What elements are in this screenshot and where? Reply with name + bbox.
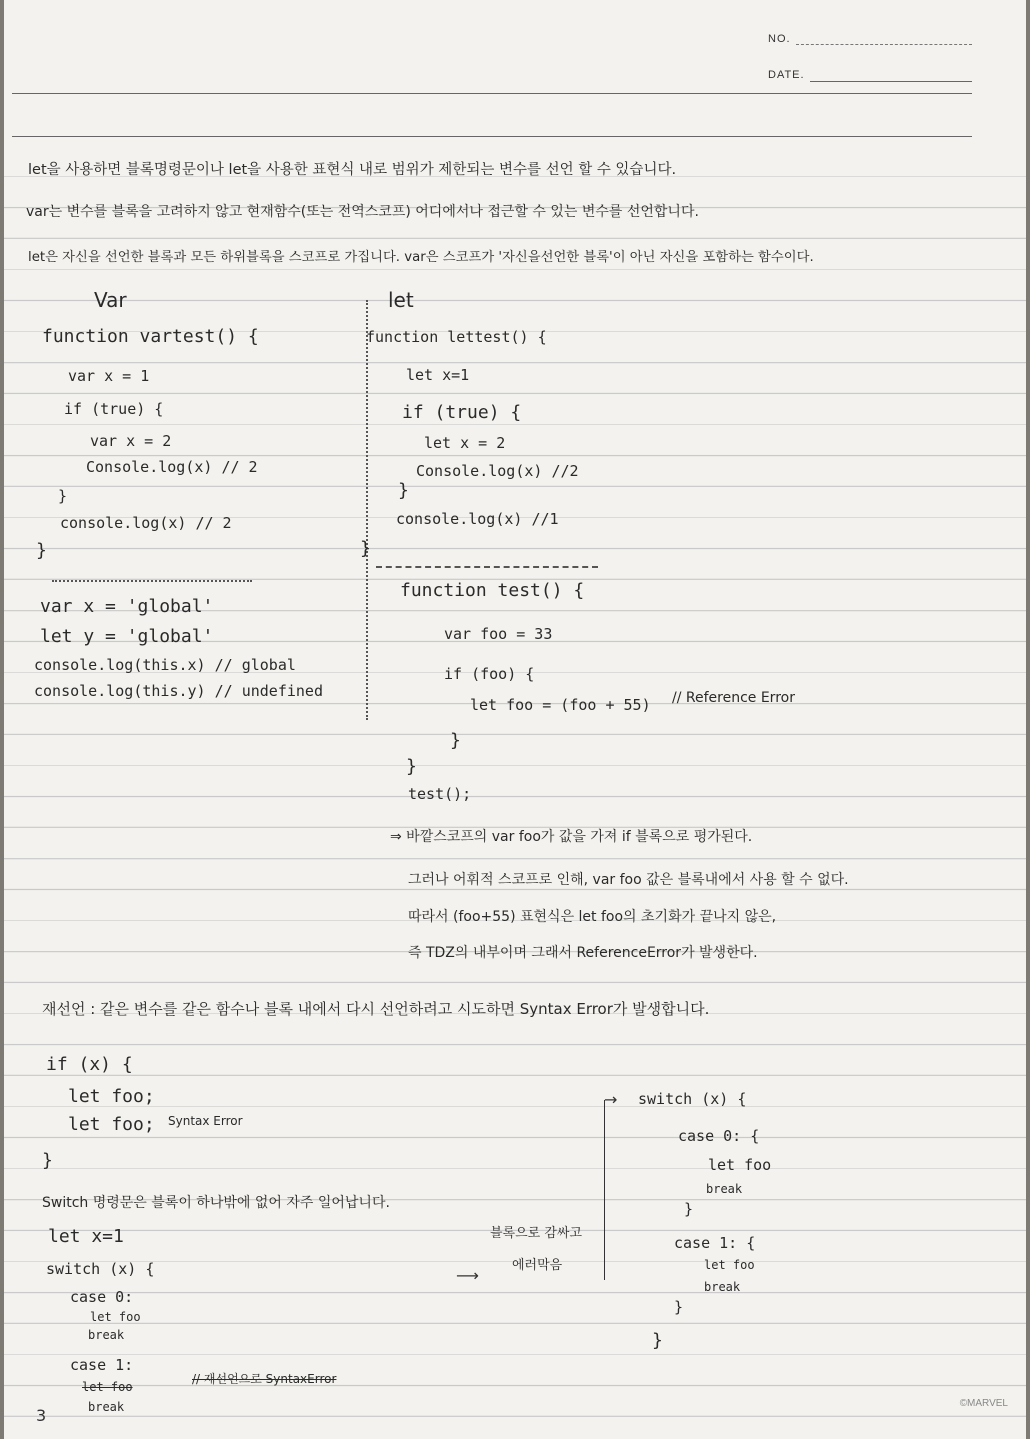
redeclare-code-line: let foo; (68, 1086, 155, 1107)
fixed-code-line: break (706, 1182, 743, 1196)
redeclare-code-line: } (42, 1150, 53, 1171)
header-rule (12, 93, 972, 94)
redeclare-code-line: if (x) { (46, 1054, 133, 1075)
test-code-line: test(); (408, 785, 472, 803)
date-label: DATE. (768, 69, 805, 81)
redeclare-title: 재선언 : 같은 변수를 같은 함수나 블록 내에서 다시 선언하려고 시도하면 Syntax Error가 발생합니다. (42, 1000, 710, 1018)
fixed-code-line: case 1: { (674, 1234, 756, 1252)
let-code-line: Console.log(x) //2 (416, 462, 579, 480)
fixed-code-line: case 0: { (678, 1127, 760, 1145)
no-line (796, 44, 972, 45)
brand-mark: ©MARVEL (959, 1398, 1008, 1409)
var-code-line: } (58, 487, 68, 505)
switch-code-line: let foo (90, 1310, 141, 1324)
switch-code-line: switch (x) { (46, 1260, 155, 1278)
test-code-line: let foo = (foo + 55) (470, 696, 651, 714)
notebook-page (4, 0, 1026, 1439)
page-number: 3 (36, 1406, 47, 1425)
var-global-line: console.log(this.y) // undefined (34, 682, 323, 700)
switch-note: Switch 명령문은 블록이 하나밖에 없어 자주 일어납니다. (42, 1195, 390, 1211)
var-code-line: var x = 2 (90, 432, 172, 450)
let-code-line: console.log(x) //1 (396, 510, 559, 528)
let-code-line: } (360, 538, 371, 559)
var-global-line: console.log(this.x) // global (34, 656, 296, 674)
redeclare-code-line: let foo; (68, 1114, 155, 1135)
switch-code-line: break (88, 1400, 125, 1414)
arrow-icon: ⟶ (456, 1266, 479, 1285)
var-code-line: function vartest() { (42, 326, 259, 347)
var-code-line: } (36, 540, 47, 561)
explanation-line: ⇒ 바깥스코프의 var foo가 값을 가져 if 블록으로 평가된다. (390, 829, 753, 845)
var-code-line: Console.log(x) // 2 (86, 458, 258, 476)
fixed-code-line: break (704, 1280, 741, 1294)
intro-line-1: let을 사용하면 블록명령문이나 let을 사용한 표현식 내로 범위가 제한되는 변수를 선언 할 수 있습니다. (28, 162, 677, 178)
var-code-line: console.log(x) // 2 (60, 514, 232, 532)
explanation-line: 그러나 어휘적 스코프로 인해, var foo 값은 블록내에서 사용 할 수 없다. (408, 872, 849, 888)
header-rule-2 (12, 136, 972, 137)
let-heading: let (388, 288, 414, 312)
let-code-line: if (true) { (402, 402, 522, 423)
let-code-line: } (398, 480, 409, 501)
let-code-line: let x = 2 (424, 434, 506, 452)
fixed-code-line: let foo (704, 1258, 755, 1272)
let-code-line: function lettest() { (366, 328, 547, 346)
test-code-line: if (foo) { (444, 665, 535, 683)
switch-code-line: break (88, 1328, 125, 1342)
fixed-code-line: } (674, 1298, 684, 1316)
test-code-line: } (450, 730, 461, 751)
var-global-line: let y = 'global' (40, 626, 214, 647)
let-dashed-separator (376, 566, 598, 568)
fixed-code-line: } (684, 1200, 694, 1218)
var-dotted-separator (52, 580, 252, 582)
switch-code-line: case 0: (70, 1288, 134, 1306)
header-band (4, 0, 1026, 146)
test-error-comment: // Reference Error (672, 690, 795, 706)
var-code-line: if (true) { (64, 400, 164, 418)
no-label: NO. (768, 33, 791, 45)
explanation-line: 따라서 (foo+55) 표현식은 let foo의 초기화가 끝나지 않은, (408, 909, 777, 925)
switch-code-line: let x=1 (48, 1226, 124, 1247)
test-code-line: } (406, 756, 417, 777)
connector-line (604, 1100, 605, 1280)
switch-code-line: let foo (82, 1380, 133, 1394)
let-code-line: let x=1 (406, 366, 470, 384)
var-global-line: var x = 'global' (40, 596, 214, 617)
fixed-code-line: } (652, 1330, 663, 1351)
note-line: 에러막음 (512, 1258, 563, 1273)
var-heading: Var (94, 288, 127, 312)
redeclare-syntax-comment: // 재선언으로 SyntaxError (192, 1372, 337, 1386)
test-code-line: var foo = 33 (444, 625, 553, 643)
column-divider (366, 300, 368, 720)
var-code-line: var x = 1 (68, 367, 150, 385)
fixed-code-line: switch (x) { (638, 1090, 747, 1108)
switch-code-line: case 1: (70, 1356, 134, 1374)
arrow-right-icon: → (604, 1090, 618, 1109)
syntax-error-note: Syntax Error (168, 1114, 243, 1128)
date-line (810, 81, 972, 82)
note-line: 블록으로 감싸고 (490, 1226, 583, 1241)
test-code-line: function test() { (400, 580, 585, 601)
intro-line-3: let은 자신을 선언한 블록과 모든 하위블록을 스코프로 가집니다. var은 스코프가 '자신을선언한 블록'이 아닌 자신을 포함하는 함수이다. (28, 250, 814, 265)
fixed-code-line: let foo (708, 1156, 772, 1174)
intro-line-2: var는 변수를 블록을 고려하지 않고 현재함수(또는 전역스코프) 어디에서나 접근할 수 있는 변수를 선언합니다. (26, 204, 699, 220)
explanation-line: 즉 TDZ의 내부이며 그래서 ReferenceError가 발생한다. (408, 945, 758, 961)
